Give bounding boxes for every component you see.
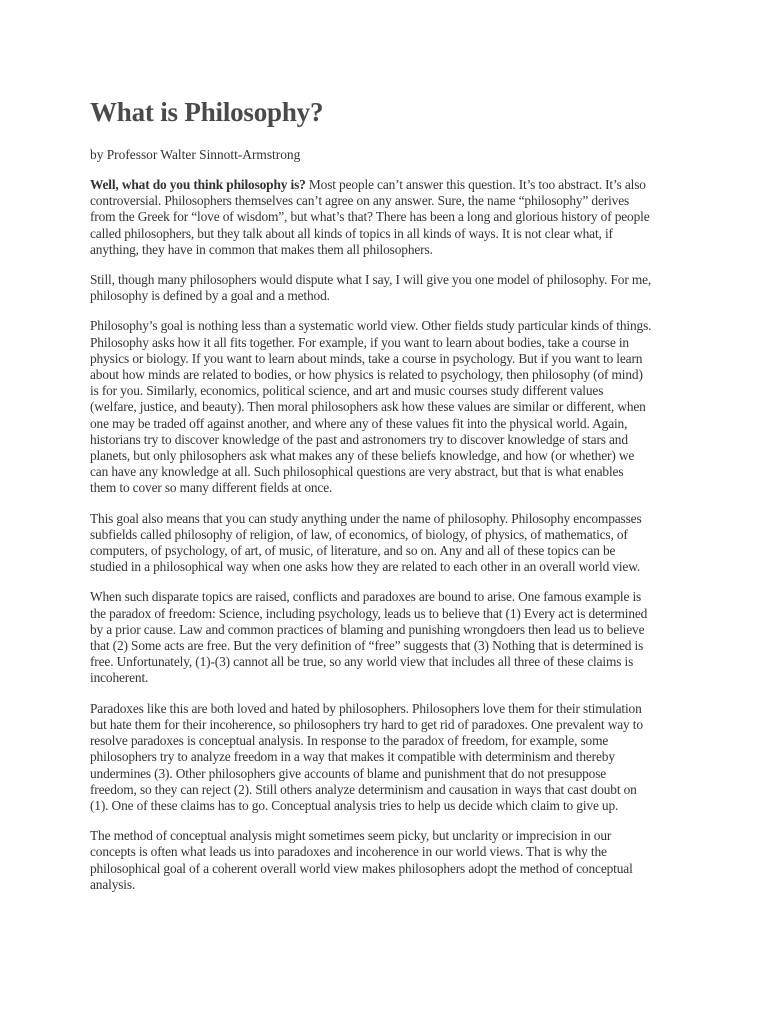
paragraph-paradox-freedom: When such disparate topics are raised, conflicts and paradoxes are bound to arise. One famous example is the paradox of freedom: Science, including psychology, leads us to believe that (1) Every act is determined by a prior cause. Law and common practices of blaming and punishing wrongdoers then lead us to believe that (2) Some acts are free. But the very definition of “free” suggests that (3) Nothing that is determined is free. Unfortunately, (1)-(3) cannot all be true, so any world view that includes all three of these claims is incoherent. xyxy=(90,589,648,686)
paragraph-subfields: This goal also means that you can study anything under the name of philosophy. Philosophy encompasses subfields called philosophy of religion, of law, of economics, of biology, of physics, of mathematics, of computers, of psychology, of art, of music, of literature, and so on. Any and all of these topics can be studied in a philosophical way when one asks how they are related to each other in an overall world view. xyxy=(90,510,642,575)
page-title: What is Philosophy? xyxy=(90,97,324,127)
paragraph-model: Still, though many philosophers would dispute what I say, I will give you one model of philosophy. For me, philosophy is defined by a goal and a method. xyxy=(90,272,652,304)
paragraph-lead-question: Well, what do you think philosophy is? xyxy=(90,177,306,192)
paragraph-goal: Philosophy’s goal is nothing less than a systematic world view. Other fields study particular kinds of things. Philosophy asks how it all fits together. For example, if you want to learn about bodies, take a course in physics or biology. If you want to learn about minds, take a course in psychology. But if you want to learn about how minds are related to bodies, or how physics is related to psychology, then philosophy (of mind) is for you. Similarly, economics, political science, and art and music courses study different values (welfare, justice, and beauty). Then moral philosophers ask how these values are similar or different, when one may be traded off against another, and where any of these values fit into the physical world. Again, historians try to discover knowledge of the past and astronomers try to discover knowledge of stars and planets, but only philosophers ask what makes any of these beliefs knowledge, and how (or whether) we can have any knowledge at all. Such philosophical questions are very abstract, but that is what enables them to cover so many different fields at once. xyxy=(90,318,652,496)
paragraph-conceptual-analysis: Paradoxes like this are both loved and hated by philosophers. Philosophers love them for their stimulation but hate them for their incoherence, so philosophers try hard to get rid of paradoxes. One prevalent way to resolve paradoxes is conceptual analysis. In response to the paradox of freedom, for example, some philosophers try to analyze freedom in a way that makes it compatible with determinism and thereby undermines (3). Other philosophers give accounts of blame and punishment that do not presuppose freedom, so they can reject (2). Still others analyze determinism and causation in ways that cast doubt on (1). One of these claims has to go. Conceptual analysis tries to help us decide which claim to give up. xyxy=(90,700,643,813)
paragraph-body: Most people can’t answer this question. It’s too abstract. It’s also controversial. Philosophers themselves can’t agree on any answer. Sure, the name “philosophy” derives from the Greek for “love of wisdom”, but what’s that? There has been a long and glorious history of people called philosophers, but they talk about all kinds of topics in all kinds of ways. It is not clear what, if anything, they have in common that makes them all philosophers. xyxy=(90,177,650,257)
document-page xyxy=(90,94,652,907)
author-byline: by Professor Walter Sinnott-Armstrong xyxy=(90,147,301,162)
paragraph-intro xyxy=(90,177,652,258)
paragraph-method: The method of conceptual analysis might sometimes seem picky, but unclarity or imprecision in our concepts is often what leads us into paradoxes and incoherence in our world views. That is why the philosophical goal of a coherent overall world view makes philosophers adopt the method of conceptual analysis. xyxy=(90,828,633,892)
